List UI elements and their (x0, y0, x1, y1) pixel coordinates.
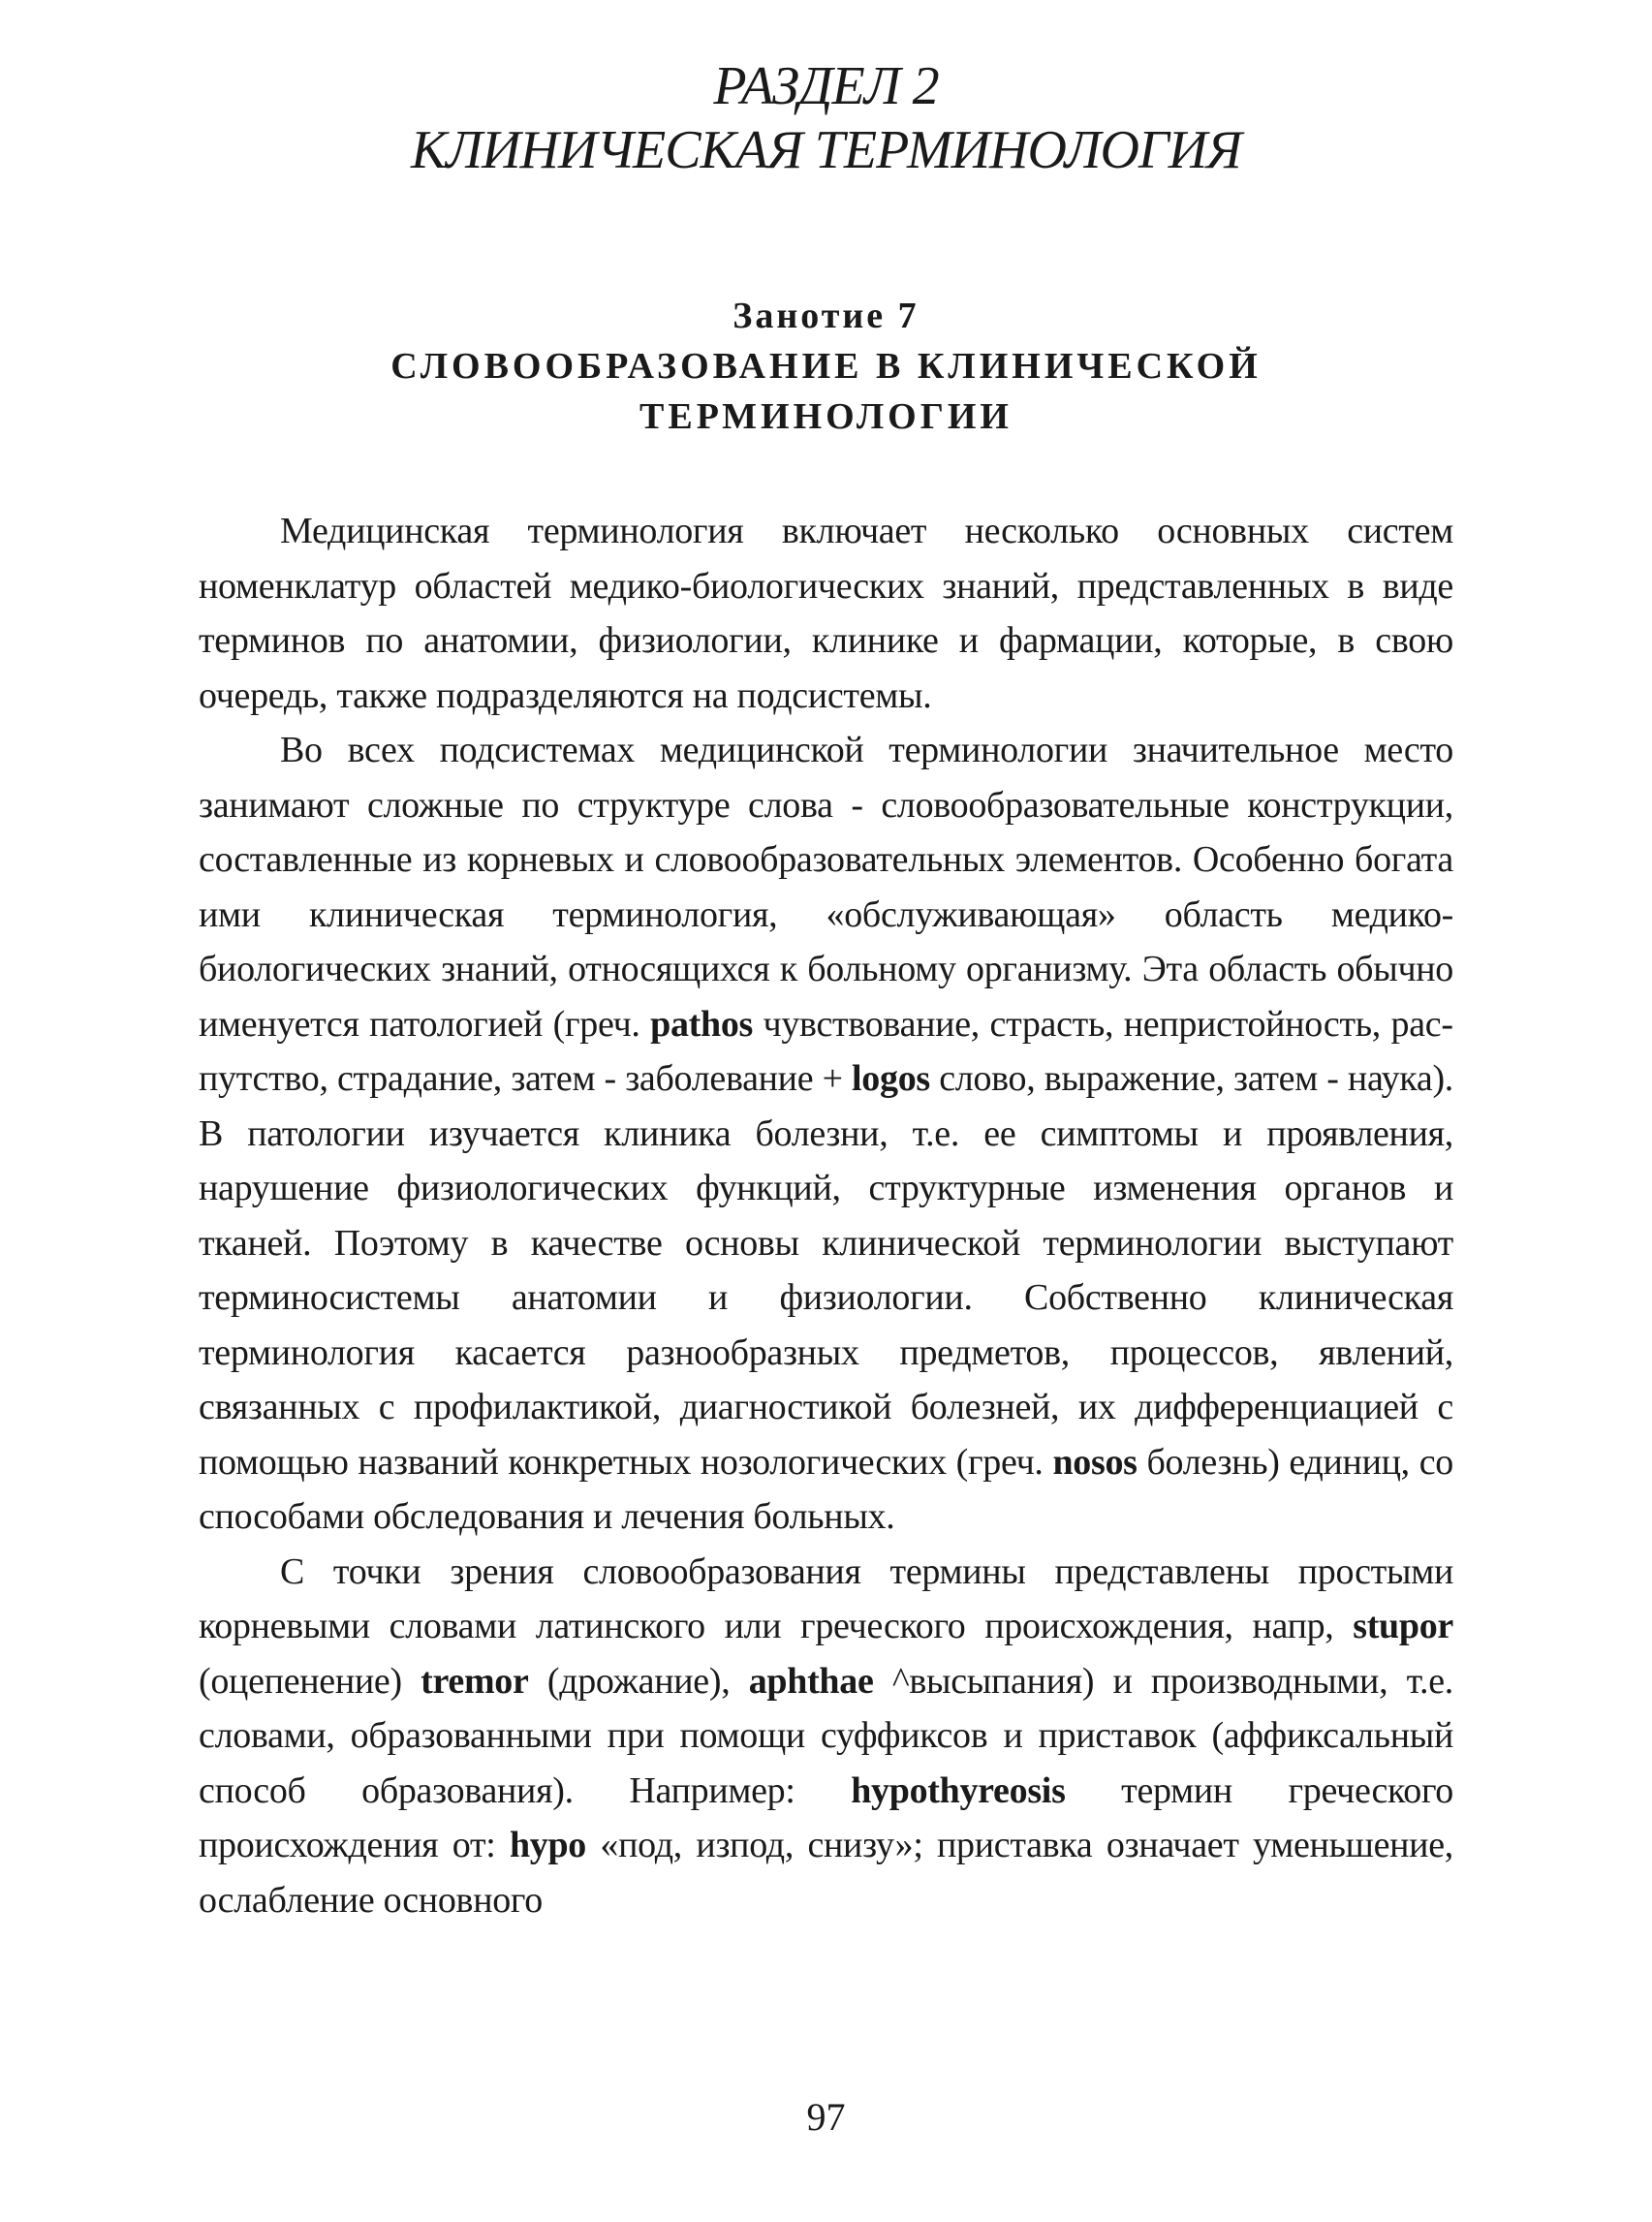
term: stupor (1353, 1606, 1453, 1646)
text-segment: ^высыпания) и производными, т.е. словами, образованными при помощи суффиксов и приставок (аффиксальный способ образования). Например: (199, 1660, 1453, 1811)
lesson-number: Занотие 7 (732, 296, 920, 336)
text-segment: (дрожание), (528, 1660, 749, 1702)
section-title-line2: КЛИНИЧЕСКАЯ ТЕРМИНОЛОГИЯ (411, 120, 1241, 180)
text-segment: термин греческого происхождения от: (199, 1769, 1453, 1865)
text-segment: слово, выражение, затем - наука). В патологии изучается клиника болезни, т.е. ее симптомы и проявления, нарушение физиологических функций, структурные изменения органов и тканей. Поэтому в качестве основы клинической терминологии выступают терминосистемы анатомии и физиологии. Собственно клиническая терминология касается разнообразных предметов, процессов, явлений, связанных с профилактикой, диагностикой болезней, их дифференциацией с помощью названий конкретных нозологических (греч. (199, 1058, 1454, 1483)
text-segment: С точки зрения словообразования термины представлены простыми корневыми словами латинского или греческого происхождения, напр, (199, 1550, 1453, 1646)
term: aphthae (748, 1660, 874, 1702)
paragraph-1: Медицинская терминология включает несколько основных систем номенклатур областей медико-биологических знаний, представленных в виде терминов по анатомии, физиологии, клинике и фармации, которые, в свою очередь, также подразделяются на подсистемы. (199, 511, 1453, 716)
text-segment: Во всех подсистемах медицинской терминологии значительное место занимают сложные по структуре слова - словообразовательные конструкции, составленные из корневых и словообразовательных элементов. Особенно богата ими клиническая терминология, «обслуживающая» область медико-биологических знаний, относящихся к больному организму. Эта область обычно именуется патологией (греч. (199, 730, 1453, 1045)
term: hypothyreosis (851, 1769, 1066, 1811)
text-segment: чувствование, страсть, непристойность, распутство, страдание, затем - заболевание + (199, 1003, 1453, 1099)
text-segment: болезнь) единиц, со способами обследования и лечения больных. (199, 1441, 1453, 1537)
section-title-line1: РАЗДЕЛ 2 (713, 56, 939, 116)
lesson-heading (0, 291, 1652, 442)
term: tremor (421, 1660, 529, 1702)
term: pathos (650, 1003, 754, 1045)
text-segment: (оцепенение) (199, 1660, 421, 1702)
term: hypo (509, 1825, 587, 1865)
page-number: 97 (806, 2095, 846, 2139)
term: nosos (1052, 1441, 1138, 1483)
term: logos (852, 1058, 930, 1099)
text-segment: «под, изпод, снизу»; приставка означает уменьшение, ослабление основного (199, 1825, 1453, 1921)
body-text (199, 504, 1453, 1927)
paragraph-3 (199, 1545, 1453, 1928)
paragraph-2 (199, 723, 1453, 1545)
lesson-title: СЛОВООБРАЗОВАНИЕ В КЛИНИЧЕСКОЙ ТЕРМИНОЛОГИИ (390, 346, 1262, 437)
